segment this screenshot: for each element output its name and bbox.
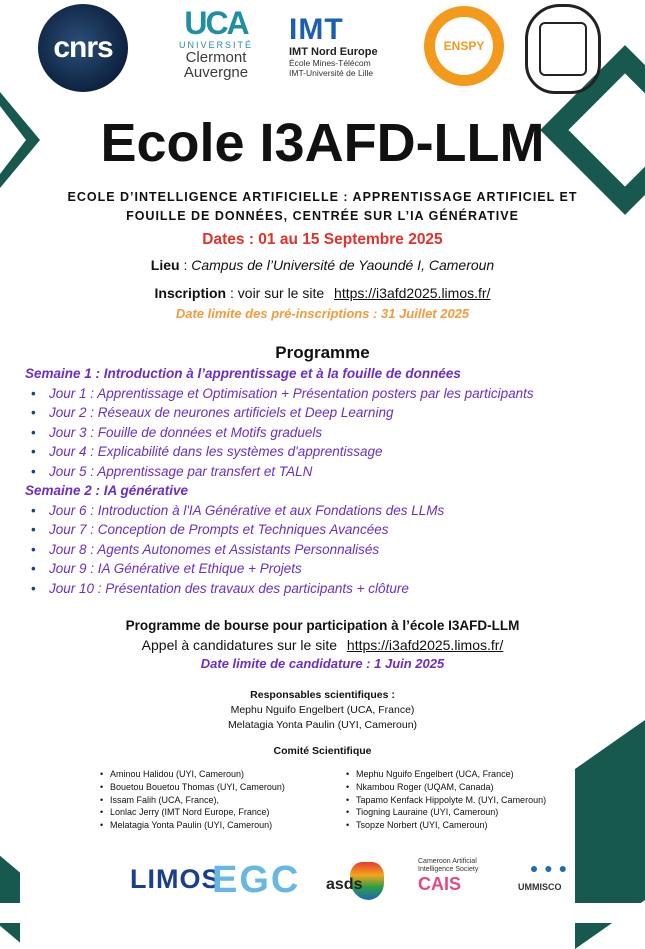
inscription-link[interactable]: https://i3afd2025.limos.fr/: [334, 285, 491, 301]
list-item: • Tsopze Norbert (UYI, Cameroun): [344, 819, 546, 832]
inscription: Inscription : voir sur le site https://i3afd2025.limos.fr/: [154, 285, 491, 301]
partner-logos-top: [0, 0, 645, 95]
limos-logo: LIMOS: [130, 864, 221, 894]
responsable: Melatagia Yonta Paulin (UYI, Cameroun): [227, 719, 418, 731]
list-item: • Jour 9 : IA Générative et Ethique + Projets: [25, 559, 640, 579]
list-item: • Jour 1 : Apprentissage et Optimisation + Présentation posters par les participants: [25, 384, 640, 404]
uca-logo: UCA UNIVERSITÉ Clermont Auvergne: [178, 5, 253, 81]
programme-list: [25, 364, 640, 598]
deadline-preinscription: Date limite des pré-inscriptions : 31 Juillet 2025: [175, 306, 470, 321]
deadline-candidature: Date limite de candidature : 1 Juin 2025: [200, 656, 445, 671]
dots-icon: ● ● ●: [529, 860, 569, 876]
responsables-title: Responsables scientifiques :: [250, 689, 395, 701]
week-title: Semaine 1 : Introduction à l’apprentissage et à la fouille de données: [25, 366, 461, 381]
list-item: • Jour 10 : Présentation des travaux des participants + clôture: [25, 579, 640, 599]
list-item: • Jour 7 : Conception de Prompts et Techniques Avancées: [25, 520, 640, 540]
list-item: • Lonlac Jerry (IMT Nord Europe, France): [98, 806, 285, 819]
list-item: • Jour 3 : Fouille de données et Motifs graduels: [25, 423, 640, 443]
dates: Dates : 01 au 15 Septembre 2025: [202, 231, 443, 248]
location: Lieu : Campus de l’Université de Yaoundé I, Cameroun: [150, 257, 495, 273]
week-title: Semaine 2 : IA générative: [25, 483, 189, 498]
list-item: • Bouetou Bouetou Thomas (UYI, Cameroun): [98, 781, 285, 794]
subtitle: ECOLE D’INTELLIGENCE ARTIFICIELLE : APPRENTISSAGE ARTIFICIEL ET FOUILLE DE DONNÉES, CENTRÉE SUR L’IA GÉNÉRATIVE: [67, 190, 578, 223]
candidature-link[interactable]: https://i3afd2025.limos.fr/: [346, 637, 504, 653]
responsable: Mephu Nguifo Engelbert (UCA, France): [230, 704, 415, 716]
enspy-logo: ENSPY: [424, 6, 504, 86]
list-item: • Tapamo Kenfack Hippolyte M. (UYI, Cameroun): [344, 794, 546, 807]
list-item: • Jour 6 : Introduction à l'IA Générative et aux Fondations des LLMs: [25, 501, 640, 521]
list-item: • Nkambou Roger (UQAM, Canada): [344, 781, 546, 794]
page-title: Ecole I3AFD-LLM: [100, 113, 545, 173]
list-item: • Tiogning Lauraine (UYI, Cameroun): [344, 806, 546, 819]
comite-list-right: [344, 768, 546, 832]
list-item: • Issam Falih (UCA, France),: [98, 794, 285, 807]
cais-logo: Cameroon Artificial Intelligence Society CAIS: [418, 858, 479, 894]
asds-logo: asds: [326, 862, 384, 902]
list-item: • Jour 4 : Explicabilité dans les systèmes d'apprentissage: [25, 442, 640, 462]
comite-list-left: [98, 768, 285, 832]
comite-title: Comité Scientifique: [273, 745, 372, 757]
list-item: • Aminou Halidou (UYI, Cameroun): [98, 768, 285, 781]
list-item: • Jour 8 : Agents Autonomes et Assistants Personnalisés: [25, 540, 640, 560]
ummisco-logo: ● ● ● UMMISCO: [518, 860, 580, 904]
imt-logo: IMT IMT Nord Europe École Mines-Télécom IMT-Université de Lille: [289, 13, 378, 78]
appel-candidatures: Appel à candidatures sur le site https://i3afd2025.limos.fr/: [141, 637, 504, 653]
university-yaounde-seal-icon: [525, 4, 601, 94]
decor-shape-bottom-left: [0, 847, 20, 942]
programme-title: Programme: [275, 343, 370, 362]
list-item: • Jour 2 : Réseaux de neurones artificiels et Deep Learning: [25, 403, 640, 423]
bourse-title: Programme de bourse pour participation à l’école I3AFD-LLM: [125, 618, 520, 633]
egc-logo: EGC: [212, 859, 301, 901]
list-item: • Melatagia Yonta Paulin (UYI, Cameroun): [98, 819, 285, 832]
list-item: • Mephu Nguifo Engelbert (UCA, France): [344, 768, 546, 781]
cnrs-logo: cnrs: [38, 4, 128, 92]
list-item: • Jour 5 : Apprentissage par transfert et TALN: [25, 462, 640, 482]
